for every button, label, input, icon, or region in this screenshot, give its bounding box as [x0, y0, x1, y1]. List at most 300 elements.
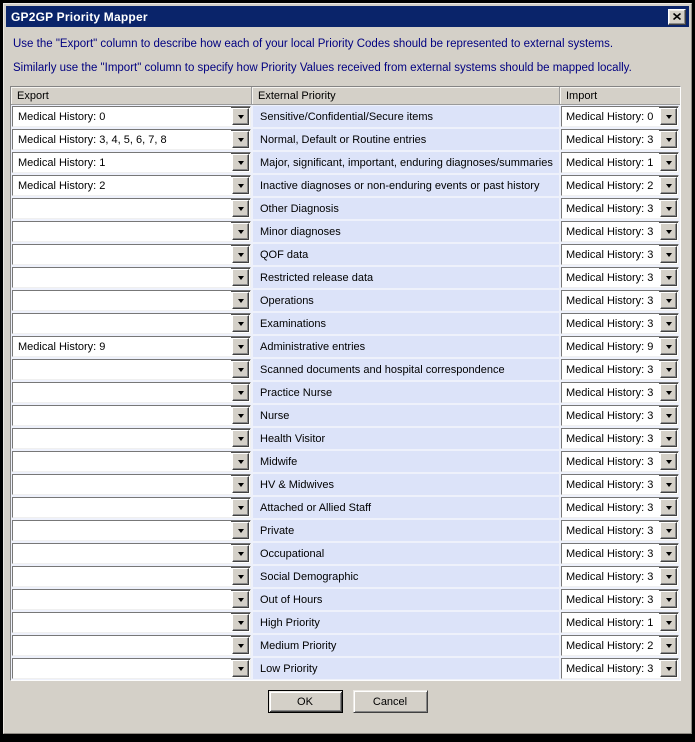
table-row	[11, 657, 680, 680]
export-combobox[interactable]	[12, 612, 251, 633]
table-row	[11, 427, 680, 450]
export-combo-dropdown-button[interactable]	[232, 522, 249, 539]
chevron-down-icon	[238, 552, 244, 556]
import-combo-value[interactable]: Medical History: 2	[562, 176, 659, 195]
export-combobox[interactable]	[12, 313, 251, 334]
chevron-down-icon	[238, 391, 244, 395]
export-cell	[12, 336, 251, 357]
export-combo-value[interactable]	[13, 222, 231, 241]
import-combo-dropdown-button[interactable]	[660, 292, 677, 309]
export-cell	[12, 589, 251, 610]
ok-button[interactable]: OK	[268, 690, 343, 713]
export-combo-value[interactable]	[13, 383, 231, 402]
export-combo-dropdown-button[interactable]	[232, 384, 249, 401]
export-combo-dropdown-button[interactable]	[232, 545, 249, 562]
import-combobox[interactable]	[561, 175, 679, 196]
chevron-down-icon	[238, 598, 244, 602]
external-priority-cell	[253, 543, 559, 564]
import-combobox[interactable]	[561, 658, 679, 679]
table-row	[11, 174, 680, 197]
import-combo-dropdown-button[interactable]	[660, 430, 677, 447]
chevron-down-icon	[666, 552, 672, 556]
chevron-down-icon	[666, 483, 672, 487]
import-combobox[interactable]	[561, 543, 679, 564]
import-combo-value[interactable]: Medical History: 3	[562, 383, 659, 402]
import-combo-value[interactable]: Medical History: 2	[562, 636, 659, 655]
import-combo-value[interactable]: Medical History: 3	[562, 429, 659, 448]
chevron-down-icon	[238, 161, 244, 165]
import-combobox[interactable]	[561, 244, 679, 265]
export-cell	[12, 382, 251, 403]
export-cell	[12, 106, 251, 127]
export-combo-dropdown-button[interactable]	[232, 200, 249, 217]
chevron-down-icon	[238, 575, 244, 579]
export-combobox[interactable]	[12, 152, 251, 173]
external-priority-label: Restricted release data	[260, 271, 374, 284]
import-combobox[interactable]	[561, 359, 679, 380]
export-cell	[12, 129, 251, 150]
export-combo-dropdown-button[interactable]	[232, 407, 249, 424]
export-cell	[12, 221, 251, 242]
export-combo-value[interactable]: Medical History: 9	[13, 337, 231, 356]
export-cell	[12, 566, 251, 587]
export-combobox[interactable]	[12, 198, 251, 219]
import-combobox[interactable]	[561, 267, 679, 288]
external-priority-label: Major, significant, important, enduring diagnoses/summaries	[260, 156, 553, 169]
export-combobox[interactable]	[12, 129, 251, 150]
chevron-down-icon	[238, 460, 244, 464]
close-button[interactable]	[668, 9, 686, 25]
export-combo-value[interactable]: Medical History: 2	[13, 176, 231, 195]
export-combo-value[interactable]: Medical History: 3, 4, 5, 6, 7, 8	[13, 130, 231, 149]
export-combobox[interactable]	[12, 336, 251, 357]
export-combo-value[interactable]	[13, 659, 231, 678]
export-combo-value[interactable]	[13, 406, 231, 425]
import-combo-value[interactable]: Medical History: 3	[562, 199, 659, 218]
export-combobox[interactable]	[12, 106, 251, 127]
export-combo-value[interactable]	[13, 199, 231, 218]
external-priority-cell	[253, 221, 559, 242]
table-row	[11, 243, 680, 266]
export-combo-dropdown-button[interactable]	[232, 591, 249, 608]
export-combobox[interactable]	[12, 221, 251, 242]
table-row	[11, 197, 680, 220]
chevron-down-icon	[238, 184, 244, 188]
export-combobox[interactable]	[12, 543, 251, 564]
import-cell	[561, 290, 679, 311]
export-combo-dropdown-button[interactable]	[232, 315, 249, 332]
import-combo-dropdown-button[interactable]	[660, 407, 677, 424]
external-priority-label: Operations	[260, 294, 314, 307]
export-combobox[interactable]	[12, 497, 251, 518]
chevron-down-icon	[666, 368, 672, 372]
import-combobox[interactable]	[561, 405, 679, 426]
import-cell	[561, 405, 679, 426]
export-combo-dropdown-button[interactable]	[232, 614, 249, 631]
import-combo-dropdown-button[interactable]	[660, 154, 677, 171]
gp2gp-priority-mapper-dialog	[3, 3, 692, 734]
external-priority-label: Private	[260, 524, 295, 537]
export-combo-dropdown-button[interactable]	[232, 499, 249, 516]
header-import: Import	[560, 87, 680, 104]
import-cell	[561, 221, 679, 242]
external-priority-label: HV & Midwives	[260, 478, 334, 491]
external-priority-cell	[253, 129, 559, 150]
export-combo-dropdown-button[interactable]	[232, 246, 249, 263]
external-priority-cell	[253, 175, 559, 196]
export-combo-value[interactable]	[13, 613, 231, 632]
import-combo-dropdown-button[interactable]	[660, 246, 677, 263]
external-priority-cell	[253, 405, 559, 426]
external-priority-label: Inactive diagnoses or non-enduring events or past history	[260, 179, 540, 192]
import-combo-value[interactable]: Medical History: 3	[562, 268, 659, 287]
export-combo-dropdown-button[interactable]	[232, 131, 249, 148]
export-combobox[interactable]	[12, 359, 251, 380]
export-combobox[interactable]	[12, 405, 251, 426]
import-combo-dropdown-button[interactable]	[660, 522, 677, 539]
chevron-down-icon	[666, 276, 672, 280]
export-combo-value[interactable]	[13, 498, 231, 517]
external-priority-label: Scanned documents and hospital correspondence	[260, 363, 505, 376]
title-bar[interactable]	[6, 6, 689, 27]
import-cell	[561, 474, 679, 495]
external-priority-cell	[253, 497, 559, 518]
external-priority-label: Practice Nurse	[260, 386, 333, 399]
export-combo-dropdown-button[interactable]	[232, 269, 249, 286]
external-priority-label: Social Demographic	[260, 570, 359, 583]
export-combo-value[interactable]	[13, 452, 231, 471]
import-combo-value[interactable]: Medical History: 3	[562, 245, 659, 264]
external-priority-cell	[253, 474, 559, 495]
export-combobox[interactable]	[12, 520, 251, 541]
export-cell	[12, 175, 251, 196]
external-priority-cell	[253, 198, 559, 219]
import-combobox[interactable]	[561, 520, 679, 541]
header-export: Export	[11, 87, 252, 104]
import-combo-value[interactable]: Medical History: 1	[562, 613, 659, 632]
external-priority-cell	[253, 267, 559, 288]
external-priority-label: Other Diagnosis	[260, 202, 339, 215]
import-combobox[interactable]	[561, 497, 679, 518]
external-priority-label: Administrative entries	[260, 340, 366, 353]
chevron-down-icon	[666, 184, 672, 188]
external-priority-label: QOF data	[260, 248, 309, 261]
export-cell	[12, 658, 251, 679]
import-combo-value[interactable]: Medical History: 3	[562, 452, 659, 471]
chevron-down-icon	[238, 276, 244, 280]
export-combo-value[interactable]	[13, 544, 231, 563]
chevron-down-icon	[238, 115, 244, 119]
import-combobox[interactable]	[561, 612, 679, 633]
export-cell	[12, 520, 251, 541]
import-combo-dropdown-button[interactable]	[660, 476, 677, 493]
import-combo-dropdown-button[interactable]	[660, 223, 677, 240]
chevron-down-icon	[666, 138, 672, 142]
import-combobox[interactable]	[561, 566, 679, 587]
import-combobox[interactable]	[561, 589, 679, 610]
export-combo-dropdown-button[interactable]	[232, 361, 249, 378]
table-row	[11, 634, 680, 657]
import-combobox[interactable]	[561, 129, 679, 150]
import-combo-dropdown-button[interactable]	[660, 660, 677, 677]
export-cell	[12, 313, 251, 334]
import-cell	[561, 129, 679, 150]
export-combo-dropdown-button[interactable]	[232, 660, 249, 677]
import-combo-value[interactable]: Medical History: 3	[562, 222, 659, 241]
table-row	[11, 450, 680, 473]
import-combobox[interactable]	[561, 428, 679, 449]
import-combo-value[interactable]: Medical History: 3	[562, 498, 659, 517]
window-title: GP2GP Priority Mapper	[11, 9, 148, 24]
chevron-down-icon	[238, 345, 244, 349]
chevron-down-icon	[666, 230, 672, 234]
import-combo-value[interactable]: Medical History: 3	[562, 406, 659, 425]
import-combobox[interactable]	[561, 106, 679, 127]
export-combobox[interactable]	[12, 451, 251, 472]
import-combo-dropdown-button[interactable]	[660, 384, 677, 401]
table-row	[11, 611, 680, 634]
export-combo-value[interactable]	[13, 429, 231, 448]
table-row	[11, 519, 680, 542]
table-row	[11, 565, 680, 588]
export-combo-dropdown-button[interactable]	[232, 430, 249, 447]
export-combo-dropdown-button[interactable]	[232, 108, 249, 125]
chevron-down-icon	[238, 667, 244, 671]
table-row	[11, 404, 680, 427]
import-cell	[561, 635, 679, 656]
table-row	[11, 289, 680, 312]
external-priority-cell	[253, 612, 559, 633]
external-priority-cell	[253, 106, 559, 127]
export-combo-dropdown-button[interactable]	[232, 568, 249, 585]
export-cell	[12, 405, 251, 426]
chevron-down-icon	[666, 575, 672, 579]
export-combo-value[interactable]	[13, 475, 231, 494]
import-cell	[561, 612, 679, 633]
export-combo-value[interactable]	[13, 567, 231, 586]
export-cell	[12, 152, 251, 173]
external-priority-cell	[253, 635, 559, 656]
import-combo-dropdown-button[interactable]	[660, 131, 677, 148]
import-combo-value[interactable]: Medical History: 0	[562, 107, 659, 126]
export-combo-value[interactable]	[13, 636, 231, 655]
import-combo-value[interactable]: Medical History: 1	[562, 153, 659, 172]
chevron-down-icon	[666, 644, 672, 648]
chevron-down-icon	[666, 598, 672, 602]
export-combobox[interactable]	[12, 589, 251, 610]
import-combo-value[interactable]: Medical History: 3	[562, 521, 659, 540]
import-combo-dropdown-button[interactable]	[660, 361, 677, 378]
chevron-down-icon	[238, 368, 244, 372]
external-priority-label: Health Visitor	[260, 432, 326, 445]
external-priority-cell	[253, 359, 559, 380]
export-combo-value[interactable]	[13, 360, 231, 379]
export-combo-value[interactable]: Medical History: 1	[13, 153, 231, 172]
external-priority-label: High Priority	[260, 616, 320, 629]
import-cell	[561, 267, 679, 288]
import-combobox[interactable]	[561, 152, 679, 173]
external-priority-label: Occupational	[260, 547, 325, 560]
import-combo-dropdown-button[interactable]	[660, 269, 677, 286]
dialog-buttons	[4, 690, 691, 713]
chevron-down-icon	[666, 621, 672, 625]
import-cell	[561, 497, 679, 518]
chevron-down-icon	[238, 506, 244, 510]
export-combo-value[interactable]	[13, 314, 231, 333]
import-combobox[interactable]	[561, 198, 679, 219]
instruction-import: Similarly use the "Import" column to specify how Priority Values received from external systems should be mapped locally.	[13, 62, 632, 74]
export-combobox[interactable]	[12, 290, 251, 311]
external-priority-cell	[253, 313, 559, 334]
export-combobox[interactable]	[12, 267, 251, 288]
import-cell	[561, 520, 679, 541]
import-combo-dropdown-button[interactable]	[660, 108, 677, 125]
chevron-down-icon	[238, 437, 244, 441]
import-cell	[561, 198, 679, 219]
import-cell	[561, 313, 679, 334]
external-priority-label: Out of Hours	[260, 593, 323, 606]
export-combo-dropdown-button[interactable]	[232, 292, 249, 309]
export-combo-value[interactable]	[13, 268, 231, 287]
import-combobox[interactable]	[561, 290, 679, 311]
import-combo-dropdown-button[interactable]	[660, 591, 677, 608]
table-body	[11, 105, 680, 680]
import-combo-dropdown-button[interactable]	[660, 545, 677, 562]
import-combo-dropdown-button[interactable]	[660, 177, 677, 194]
external-priority-label: Sensitive/Confidential/Secure items	[260, 110, 434, 123]
import-combobox[interactable]	[561, 474, 679, 495]
export-combobox[interactable]	[12, 474, 251, 495]
export-combo-value[interactable]	[13, 590, 231, 609]
import-combobox[interactable]	[561, 313, 679, 334]
export-cell	[12, 635, 251, 656]
import-combo-value[interactable]: Medical History: 3	[562, 360, 659, 379]
import-combo-dropdown-button[interactable]	[660, 453, 677, 470]
chevron-down-icon	[666, 529, 672, 533]
export-combo-value[interactable]	[13, 291, 231, 310]
import-cell	[561, 244, 679, 265]
chevron-down-icon	[666, 667, 672, 671]
export-combo-dropdown-button[interactable]	[232, 177, 249, 194]
import-combo-dropdown-button[interactable]	[660, 499, 677, 516]
table-row	[11, 381, 680, 404]
chevron-down-icon	[666, 299, 672, 303]
export-combo-value[interactable]	[13, 245, 231, 264]
external-priority-cell	[253, 428, 559, 449]
chevron-down-icon	[238, 253, 244, 257]
import-combobox[interactable]	[561, 451, 679, 472]
chevron-down-icon	[666, 322, 672, 326]
chevron-down-icon	[238, 299, 244, 303]
import-combo-value[interactable]: Medical History: 3	[562, 567, 659, 586]
import-combo-value[interactable]: Medical History: 3	[562, 291, 659, 310]
import-cell	[561, 428, 679, 449]
chevron-down-icon	[238, 483, 244, 487]
import-combo-value[interactable]: Medical History: 3	[562, 659, 659, 678]
export-combo-value[interactable]	[13, 521, 231, 540]
import-combo-value[interactable]: Medical History: 3	[562, 590, 659, 609]
import-combo-dropdown-button[interactable]	[660, 637, 677, 654]
export-combo-dropdown-button[interactable]	[232, 154, 249, 171]
external-priority-cell	[253, 336, 559, 357]
import-combo-value[interactable]: Medical History: 3	[562, 130, 659, 149]
external-priority-cell	[253, 152, 559, 173]
import-combobox[interactable]	[561, 336, 679, 357]
export-combo-dropdown-button[interactable]	[232, 338, 249, 355]
import-combo-value[interactable]: Medical History: 3	[562, 544, 659, 563]
close-icon	[673, 13, 681, 20]
external-priority-label: Attached or Allied Staff	[260, 501, 372, 514]
table-row	[11, 542, 680, 565]
export-combobox[interactable]	[12, 175, 251, 196]
import-combo-dropdown-button[interactable]	[660, 315, 677, 332]
export-combobox[interactable]	[12, 428, 251, 449]
import-combo-dropdown-button[interactable]	[660, 338, 677, 355]
cancel-button[interactable]: Cancel	[353, 690, 428, 713]
table-row	[11, 312, 680, 335]
table-row	[11, 105, 680, 128]
export-cell	[12, 612, 251, 633]
chevron-down-icon	[238, 230, 244, 234]
external-priority-cell	[253, 566, 559, 587]
export-combobox[interactable]	[12, 244, 251, 265]
export-combobox[interactable]	[12, 566, 251, 587]
export-combo-dropdown-button[interactable]	[232, 453, 249, 470]
external-priority-label: Normal, Default or Routine entries	[260, 133, 427, 146]
export-combo-dropdown-button[interactable]	[232, 637, 249, 654]
import-combobox[interactable]	[561, 635, 679, 656]
export-combobox[interactable]	[12, 635, 251, 656]
export-cell	[12, 428, 251, 449]
chevron-down-icon	[666, 460, 672, 464]
export-combo-value[interactable]: Medical History: 0	[13, 107, 231, 126]
table-header	[11, 87, 680, 105]
import-combo-dropdown-button[interactable]	[660, 568, 677, 585]
external-priority-cell	[253, 244, 559, 265]
chevron-down-icon	[238, 138, 244, 142]
import-cell	[561, 336, 679, 357]
import-combo-dropdown-button[interactable]	[660, 614, 677, 631]
chevron-down-icon	[238, 207, 244, 211]
table-row	[11, 496, 680, 519]
import-cell	[561, 359, 679, 380]
import-combo-value[interactable]: Medical History: 3	[562, 314, 659, 333]
table-row	[11, 220, 680, 243]
external-priority-label: Midwife	[260, 455, 298, 468]
import-combo-value[interactable]: Medical History: 9	[562, 337, 659, 356]
external-priority-cell	[253, 451, 559, 472]
export-cell	[12, 290, 251, 311]
export-cell	[12, 359, 251, 380]
export-combo-dropdown-button[interactable]	[232, 223, 249, 240]
import-combobox[interactable]	[561, 221, 679, 242]
import-combo-value[interactable]: Medical History: 3	[562, 475, 659, 494]
import-combo-dropdown-button[interactable]	[660, 200, 677, 217]
instructions	[4, 29, 691, 74]
table-row	[11, 358, 680, 381]
export-combobox[interactable]	[12, 382, 251, 403]
export-combo-dropdown-button[interactable]	[232, 476, 249, 493]
chevron-down-icon	[666, 345, 672, 349]
external-priority-label: Examinations	[260, 317, 327, 330]
chevron-down-icon	[666, 253, 672, 257]
import-cell	[561, 382, 679, 403]
chevron-down-icon	[666, 506, 672, 510]
export-combobox[interactable]	[12, 658, 251, 679]
import-combobox[interactable]	[561, 382, 679, 403]
table-row	[11, 473, 680, 496]
external-priority-cell	[253, 589, 559, 610]
